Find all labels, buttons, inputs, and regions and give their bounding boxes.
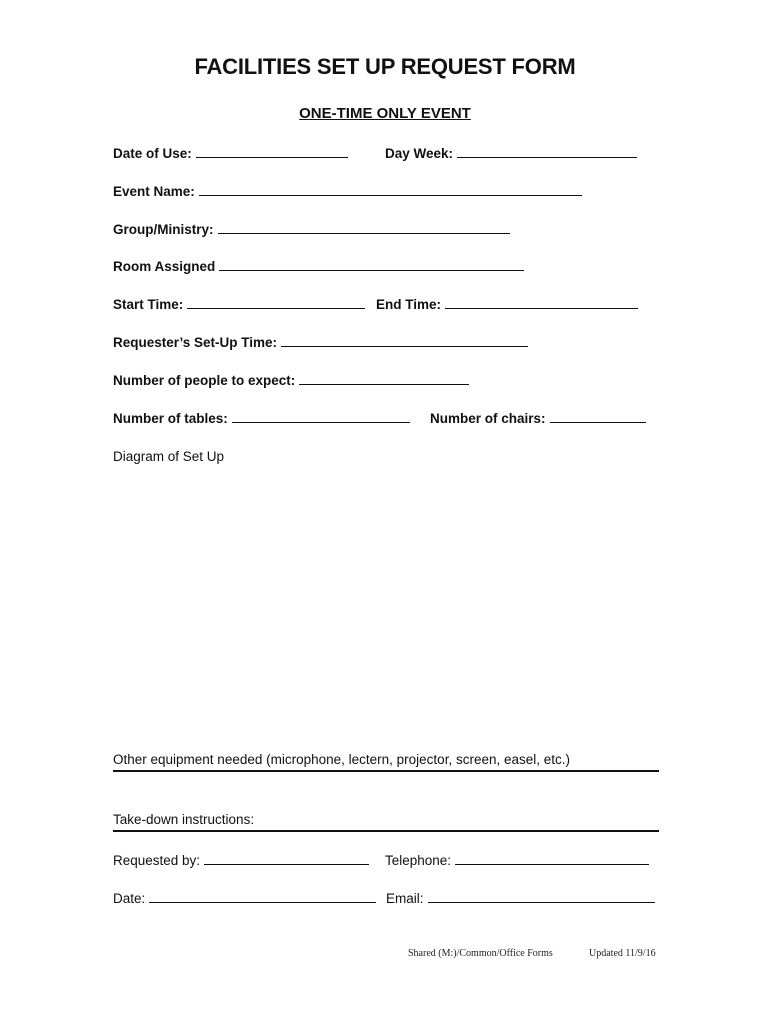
people-field[interactable] bbox=[299, 383, 469, 385]
takedown-label: Take-down instructions: bbox=[113, 812, 255, 827]
setup-time-field[interactable] bbox=[281, 345, 528, 347]
end-time-field[interactable] bbox=[445, 307, 638, 309]
tables-field[interactable] bbox=[232, 421, 410, 423]
equipment-label: Other equipment needed (microphone, lectern, projector, screen, easel, etc.) bbox=[113, 752, 570, 767]
date-of-use-field[interactable] bbox=[196, 156, 348, 158]
requested-by-row bbox=[113, 853, 369, 868]
telephone-field[interactable] bbox=[455, 863, 649, 865]
group-ministry-row bbox=[113, 222, 510, 237]
start-time-field[interactable] bbox=[187, 307, 365, 309]
diagram-label: Diagram of Set Up bbox=[113, 449, 225, 464]
footer-updated: Updated 11/9/16 bbox=[589, 948, 656, 959]
day-week-row bbox=[385, 146, 637, 161]
group-ministry-label: Group/Ministry: bbox=[113, 222, 214, 237]
telephone-row bbox=[385, 853, 649, 868]
form-title: FACILITIES SET UP REQUEST FORM bbox=[194, 54, 576, 79]
date-label: Date: bbox=[113, 891, 146, 906]
event-name-field[interactable] bbox=[199, 194, 582, 196]
day-week-field[interactable] bbox=[457, 156, 637, 158]
people-row bbox=[113, 373, 469, 388]
chairs-row bbox=[430, 411, 646, 426]
telephone-label: Telephone: bbox=[385, 853, 452, 868]
diagram-area[interactable] bbox=[113, 475, 658, 740]
date-of-use-label: Date of Use: bbox=[113, 146, 192, 161]
room-assigned-label: Room Assigned bbox=[113, 259, 216, 274]
room-assigned-row bbox=[113, 259, 524, 274]
start-time-row bbox=[113, 297, 365, 312]
date-of-use-row bbox=[113, 146, 348, 161]
chairs-field[interactable] bbox=[550, 421, 646, 423]
room-assigned-field[interactable] bbox=[219, 269, 524, 271]
day-week-label: Day Week: bbox=[385, 146, 454, 161]
form-subtitle: ONE-TIME ONLY EVENT bbox=[299, 105, 471, 122]
setup-time-row bbox=[113, 335, 528, 350]
end-time-label: End Time: bbox=[376, 297, 442, 312]
email-label: Email: bbox=[386, 891, 424, 906]
tables-row bbox=[113, 411, 410, 426]
requested-by-field[interactable] bbox=[204, 863, 369, 865]
date-row bbox=[113, 891, 376, 906]
requested-by-label: Requested by: bbox=[113, 853, 201, 868]
date-field[interactable] bbox=[149, 901, 376, 903]
start-time-label: Start Time: bbox=[113, 297, 184, 312]
equipment-line[interactable] bbox=[113, 770, 659, 772]
email-field[interactable] bbox=[428, 901, 655, 903]
email-row bbox=[386, 891, 655, 906]
people-label: Number of people to expect: bbox=[113, 373, 296, 388]
takedown-line[interactable] bbox=[113, 830, 659, 832]
end-time-row bbox=[376, 297, 638, 312]
group-ministry-field[interactable] bbox=[218, 232, 510, 234]
footer-path: Shared (M:)/Common/Office Forms bbox=[408, 948, 553, 959]
tables-label: Number of tables: bbox=[113, 411, 228, 426]
event-name-row bbox=[113, 184, 582, 199]
setup-time-label: Requester’s Set-Up Time: bbox=[113, 335, 278, 350]
event-name-label: Event Name: bbox=[113, 184, 195, 199]
chairs-label: Number of chairs: bbox=[430, 411, 546, 426]
